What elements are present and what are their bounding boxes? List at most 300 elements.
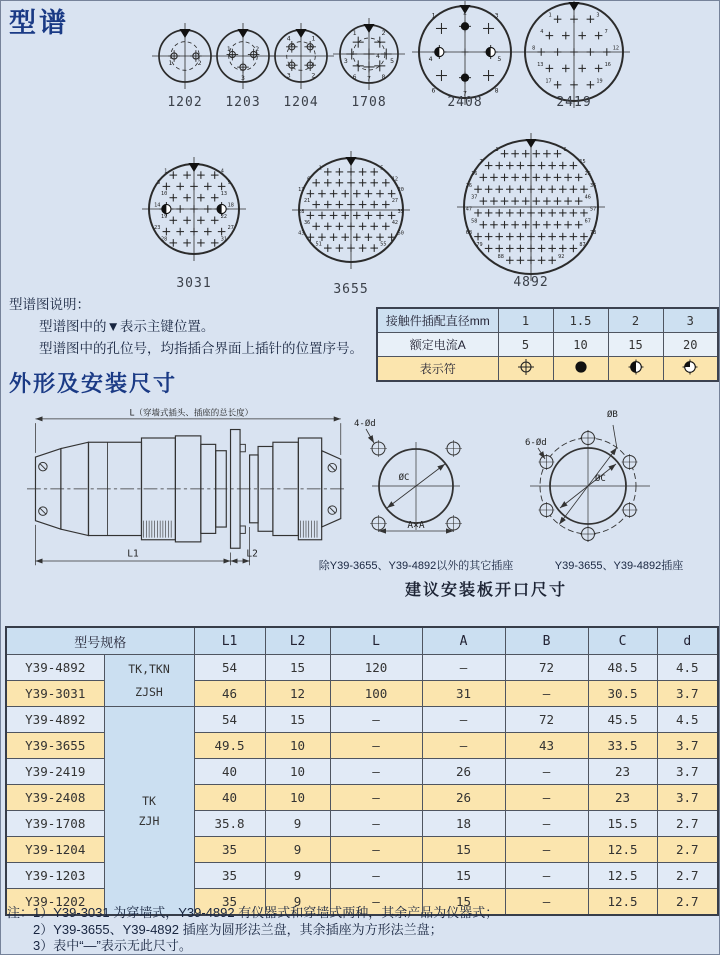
pin-icon (353, 60, 364, 71)
pin-icon (559, 245, 567, 253)
pin-icon (570, 48, 578, 56)
spec-value-cell: 3.7 (657, 733, 718, 759)
spec-value-cell: 9 (265, 863, 330, 889)
svg-text:22: 22 (220, 213, 227, 220)
pin-icon (347, 201, 355, 209)
pin-icon (511, 150, 519, 158)
svg-text:2: 2 (197, 59, 202, 67)
pin-icon (346, 49, 357, 60)
pin-icon (587, 48, 595, 56)
pin-icon (554, 174, 562, 182)
pin-icon (545, 78, 561, 88)
spec-header-col: L1 (194, 627, 265, 655)
pin-icon (570, 185, 578, 193)
pin-icon (578, 65, 586, 73)
section-title-outline: 外形及安装尺寸 (9, 371, 178, 396)
spec-value-cell: 35 (194, 889, 265, 916)
pin-icon (578, 32, 586, 40)
connector-1708-label: 1708 (351, 95, 387, 110)
spec-value-cell: 54 (194, 655, 265, 681)
svg-text:47: 47 (465, 206, 473, 213)
pin-icon (559, 233, 567, 241)
pin-icon (575, 171, 591, 181)
svg-text:7: 7 (367, 74, 371, 83)
pin-icon (304, 198, 320, 208)
pin-icon (176, 205, 184, 213)
svg-text:4: 4 (376, 52, 380, 60)
pin-icon (495, 245, 503, 253)
pin-icon (459, 20, 471, 32)
svg-text:3: 3 (241, 73, 245, 82)
pin-icon (506, 233, 514, 241)
square-flange-holes-label: 4-Ød (354, 419, 376, 429)
svg-text:12: 12 (612, 45, 620, 52)
pin-icon (190, 228, 198, 236)
pin-icon (562, 32, 570, 40)
pin-icon (532, 150, 540, 158)
pin-icon (548, 162, 556, 170)
spec-model-cell: Y39-1204 (6, 837, 104, 863)
pin-icon (495, 233, 503, 241)
pin-icon (603, 46, 619, 56)
pin-icon (324, 201, 332, 209)
svg-text:16: 16 (604, 61, 611, 68)
spec-value-cell: 35 (194, 837, 265, 863)
pin-icon (204, 228, 212, 236)
svg-text:51: 51 (315, 241, 322, 248)
pin-icon (522, 197, 530, 205)
svg-text:2: 2 (311, 71, 316, 80)
pin-icon (382, 198, 398, 208)
pin-icon (330, 190, 338, 198)
pin-icon (183, 194, 191, 202)
pin-icon (365, 212, 373, 220)
pin-icon (341, 212, 349, 220)
svg-text:1: 1 (226, 45, 231, 54)
pin-icon (318, 190, 326, 198)
spec-value-cell: — (505, 785, 588, 811)
svg-text:31: 31 (220, 236, 227, 243)
pin-icon (353, 37, 364, 48)
svg-text:3: 3 (494, 11, 499, 20)
svg-text:37: 37 (471, 194, 478, 201)
half-filled-circle-icon (608, 357, 663, 382)
spec-model-cell: Y39-3031 (6, 681, 104, 707)
pin-icon (517, 256, 525, 264)
pin-icon (587, 78, 603, 88)
svg-text:13: 13 (220, 191, 227, 198)
svg-text:55: 55 (380, 241, 387, 248)
pin-icon (374, 60, 385, 71)
svg-text:4: 4 (220, 168, 224, 175)
round-flange-drawing (523, 403, 657, 543)
spec-value-cell: 26 (422, 785, 505, 811)
svg-text:1: 1 (352, 29, 357, 38)
spec-value-cell: 12.5 (588, 889, 657, 916)
pin-icon (548, 254, 564, 264)
dim-l2-label: L2 (246, 548, 258, 560)
pin-icon (570, 159, 586, 169)
spec-value-cell: 9 (265, 889, 330, 916)
svg-text:17: 17 (545, 78, 552, 85)
pin-icon (436, 23, 447, 34)
square-flange-dia-label: ØC (398, 473, 410, 483)
spec-value-cell: — (330, 707, 422, 733)
pin-icon (532, 197, 540, 205)
pin-icon (543, 150, 551, 158)
svg-text:19: 19 (161, 213, 168, 220)
connector-3655-diagram (284, 143, 418, 277)
pin-icon (336, 179, 344, 187)
round-flange-dia-label: ØC (595, 474, 606, 484)
pin-icon (511, 221, 519, 229)
spec-value-cell: — (505, 759, 588, 785)
pin-icon (353, 190, 361, 198)
spec-value-cell: 100 (330, 681, 422, 707)
pin-icon (161, 236, 177, 246)
svg-text:1: 1 (495, 147, 499, 154)
symbol-row (377, 357, 718, 382)
pin-icon (336, 168, 344, 176)
pin-icon (319, 165, 332, 175)
notes-prefix: 注： (7, 905, 34, 920)
pin-icon (538, 256, 546, 264)
notes-block (7, 905, 498, 955)
pin-icon (318, 212, 326, 220)
pin-icon (359, 168, 367, 176)
svg-text:2: 2 (381, 29, 386, 38)
pin-icon (532, 46, 545, 56)
pin-icon (176, 228, 184, 236)
svg-text:26: 26 (465, 182, 473, 189)
spec-value-cell: — (505, 889, 588, 916)
spec-value-cell: — (422, 655, 505, 681)
svg-text:8: 8 (381, 72, 386, 81)
round-flange-holes-label: 6-Ød (525, 438, 547, 448)
pin-icon (548, 233, 556, 241)
svg-text:5: 5 (497, 55, 502, 63)
pin-icon (382, 220, 398, 230)
spec-type-cell (104, 655, 194, 707)
pin-icon (501, 197, 509, 205)
pin-icon (336, 244, 344, 252)
pin-icon (517, 209, 525, 217)
spec-type-label: TK (142, 793, 156, 808)
spec-value-cell: 3.7 (657, 785, 718, 811)
spec-value-cell: 35.8 (194, 811, 265, 837)
spec-value-cell: — (505, 811, 588, 837)
pin-icon (495, 185, 503, 193)
pin-icon (538, 162, 546, 170)
pin-icon (587, 13, 600, 23)
spec-value-cell: 12 (265, 681, 330, 707)
pin-icon (517, 245, 525, 253)
pin-icon (485, 209, 493, 217)
pin-icon (466, 206, 482, 216)
pin-icon (161, 214, 177, 224)
pin-icon (570, 15, 578, 23)
pin-icon (370, 223, 378, 231)
pin-icon (540, 29, 553, 39)
rated-current-value: 5 (498, 333, 553, 357)
pin-icon (197, 194, 205, 202)
svg-text:36: 36 (589, 182, 597, 189)
spec-value-cell: — (330, 785, 422, 811)
pin-icon (522, 174, 530, 182)
pin-icon (495, 209, 503, 217)
svg-text:28: 28 (161, 236, 168, 243)
pin-icon (532, 221, 540, 229)
pin-icon (370, 201, 378, 209)
svg-text:16: 16 (471, 170, 478, 177)
connector-4892-label: 4892 (513, 275, 549, 290)
spec-value-cell: 26 (422, 759, 505, 785)
connector-3031-diagram (134, 149, 254, 269)
legend-title: 型谱图说明： (9, 297, 90, 312)
rated-current-row (377, 333, 718, 357)
legend-hole-line: 型谱图中的孔位号，均指插合界面上插针的位置序号。 (39, 341, 363, 356)
svg-text:6: 6 (431, 86, 436, 95)
pin-icon (538, 245, 546, 253)
svg-text:13: 13 (298, 187, 305, 194)
pin-icon (543, 221, 551, 229)
pin-icon (471, 195, 487, 205)
svg-text:35: 35 (397, 208, 404, 215)
spec-value-cell: 3.7 (657, 759, 718, 785)
spec-value-cell: 15 (265, 707, 330, 733)
svg-text:88: 88 (497, 253, 504, 260)
pin-icon (490, 221, 498, 229)
pin-icon (559, 185, 567, 193)
svg-text:15: 15 (579, 159, 586, 166)
spec-value-cell: 2.7 (657, 837, 718, 863)
svg-text:8: 8 (494, 86, 499, 95)
svg-text:3: 3 (286, 71, 291, 80)
pin-icon (538, 185, 546, 193)
pin-icon (161, 191, 177, 201)
pin-icon (527, 245, 535, 253)
spec-value-cell: 43 (505, 733, 588, 759)
pin-icon (218, 180, 231, 190)
svg-text:18: 18 (227, 202, 234, 209)
svg-text:42: 42 (391, 219, 399, 226)
spec-value-cell: 9 (265, 811, 330, 837)
spec-value-cell: 31 (422, 681, 505, 707)
spec-value-cell: 40 (194, 759, 265, 785)
spec-value-cell: — (505, 837, 588, 863)
pin-icon (183, 239, 191, 247)
pin-icon (522, 150, 530, 158)
pin-icon (304, 220, 320, 230)
svg-text:67: 67 (584, 218, 591, 225)
svg-text:3: 3 (343, 57, 348, 65)
spec-value-cell: 15 (422, 889, 505, 916)
square-flange-caption: 除Y39-3655、Y39-4892以外的其它插座 (318, 560, 514, 572)
pin-icon (543, 197, 551, 205)
spec-model-cell: Y39-1203 (6, 863, 104, 889)
spec-value-cell: 10 (265, 759, 330, 785)
spec-model-cell: Y39-1708 (6, 811, 104, 837)
note-line: 注：1）Y39-3031 为穿墙式，Y39-4892 有仪器式和穿墙式两种，其余产品为仪器式； (7, 905, 499, 920)
spec-model-cell: Y39-2408 (6, 785, 104, 811)
pin-icon (341, 190, 349, 198)
pin-icon (353, 233, 361, 241)
spec-row-y39-4892 (6, 655, 718, 681)
spec-value-cell: — (330, 889, 422, 916)
spec-header-row (6, 627, 718, 655)
svg-text:27: 27 (227, 225, 234, 232)
rated-current-value: 20 (663, 333, 718, 357)
connector-1708-diagram (325, 10, 413, 98)
spec-value-cell: 9 (265, 837, 330, 863)
pin-icon (211, 214, 227, 224)
spec-value-cell: — (330, 837, 422, 863)
pin-icon (365, 233, 373, 241)
spec-value-cell: 10 (265, 785, 330, 811)
pin-icon (595, 29, 608, 39)
pin-icon (580, 230, 596, 240)
pin-icon (183, 171, 191, 179)
svg-text:28: 28 (298, 208, 305, 215)
spec-row-y39-4892 (6, 707, 718, 733)
pin-icon (365, 190, 373, 198)
pin-icon (548, 13, 561, 23)
pin-icon (564, 221, 572, 229)
spec-value-cell: 35 (194, 863, 265, 889)
svg-text:4: 4 (540, 29, 544, 36)
pin-icon (564, 197, 572, 205)
pin-icon (575, 195, 591, 205)
pin-icon (575, 218, 591, 228)
pin-icon (376, 190, 384, 198)
pin-icon (527, 209, 535, 217)
spec-value-cell: 45.5 (588, 707, 657, 733)
pin-icon (353, 212, 361, 220)
svg-text:57: 57 (589, 206, 597, 213)
svg-text:79: 79 (476, 241, 483, 248)
svg-text:7: 7 (479, 159, 483, 166)
pin-icon (190, 183, 198, 191)
svg-text:6: 6 (352, 72, 357, 81)
svg-text:1: 1 (164, 168, 168, 175)
pin-icon (190, 205, 198, 213)
pin-icon (176, 183, 184, 191)
spec-value-cell: — (505, 681, 588, 707)
spec-value-cell: — (330, 759, 422, 785)
spec-value-cell: 33.5 (588, 733, 657, 759)
spec-value-cell: 10 (265, 733, 330, 759)
dim-l1-label: L1 (127, 548, 139, 560)
spec-value-cell: 48.5 (588, 655, 657, 681)
pin-icon (336, 201, 344, 209)
pin-icon (336, 223, 344, 231)
pin-icon (522, 221, 530, 229)
dimension-spec-table (5, 626, 719, 916)
spec-value-cell: 15 (422, 863, 505, 889)
mounting-suggestion-title: 建议安装板开口尺寸 (404, 582, 567, 599)
svg-text:58: 58 (471, 218, 478, 225)
spec-value-cell: 72 (505, 707, 588, 733)
pin-icon (506, 245, 514, 253)
pin-icon (548, 185, 556, 193)
svg-text:36: 36 (303, 219, 311, 226)
pin-icon (517, 233, 525, 241)
symbol-row-label: 表示符 (377, 357, 498, 382)
svg-text:13: 13 (537, 61, 544, 68)
connector-3655-label: 3655 (333, 282, 369, 297)
pin-icon (506, 209, 514, 217)
pin-icon (364, 49, 375, 60)
spec-value-cell: — (505, 863, 588, 889)
pin-icon (330, 212, 338, 220)
connector-2419-label: 2419 (556, 95, 592, 110)
pin-icon (432, 45, 446, 59)
pin-icon (538, 233, 546, 241)
pin-icon (511, 197, 519, 205)
spec-model-cell: Y39-4892 (6, 707, 104, 733)
svg-text:25: 25 (584, 170, 591, 177)
pin-icon (580, 206, 596, 216)
spec-value-cell: 49.5 (194, 733, 265, 759)
pin-icon (554, 221, 562, 229)
spec-value-cell: 18 (422, 811, 505, 837)
svg-text:46: 46 (584, 194, 591, 201)
pin-icon (559, 209, 567, 217)
svg-text:5: 5 (390, 57, 395, 65)
pin-icon (570, 209, 578, 217)
connector-2408-label: 2408 (447, 95, 483, 110)
note-line: 2）Y39-3655、Y39-4892 插座为圆形法兰盘，其余插座为方形法兰盘； (33, 921, 443, 937)
spec-type-label: ZJSH (135, 685, 163, 699)
pin-icon (436, 70, 447, 81)
pin-icon (480, 159, 493, 169)
svg-text:5: 5 (380, 165, 384, 172)
pin-icon (490, 197, 498, 205)
pin-icon (484, 45, 498, 59)
spec-header-col: L (330, 627, 422, 655)
svg-text:50: 50 (397, 230, 404, 237)
pin-icon (483, 70, 494, 81)
pin-icon (498, 254, 514, 264)
pin-icon (538, 209, 546, 217)
pin-icon (506, 185, 514, 193)
spec-value-cell: — (330, 811, 422, 837)
svg-text:92: 92 (558, 253, 565, 260)
svg-text:68: 68 (465, 230, 473, 237)
spec-model-cell: Y39-2419 (6, 759, 104, 785)
pin-icon (347, 168, 355, 176)
pin-icon (359, 179, 367, 187)
pin-icon (341, 233, 349, 241)
svg-text:1: 1 (168, 59, 173, 67)
pin-icon (485, 185, 493, 193)
contact-diameter-value: 1 (498, 308, 553, 333)
pin-icon (490, 174, 498, 182)
rated-current-label: 额定电流A (377, 333, 498, 357)
svg-text:87: 87 (579, 241, 586, 248)
pin-icon (330, 233, 338, 241)
pin-icon (211, 191, 227, 201)
spec-value-cell: 30.5 (588, 681, 657, 707)
pin-icon (466, 230, 482, 240)
pin-icon (197, 216, 205, 224)
spec-value-cell: 54 (194, 707, 265, 733)
svg-text:20: 20 (397, 187, 404, 194)
pin-icon (347, 244, 355, 252)
pin-icon (183, 216, 191, 224)
pin-icon (237, 61, 249, 73)
pin-icon (374, 37, 385, 48)
